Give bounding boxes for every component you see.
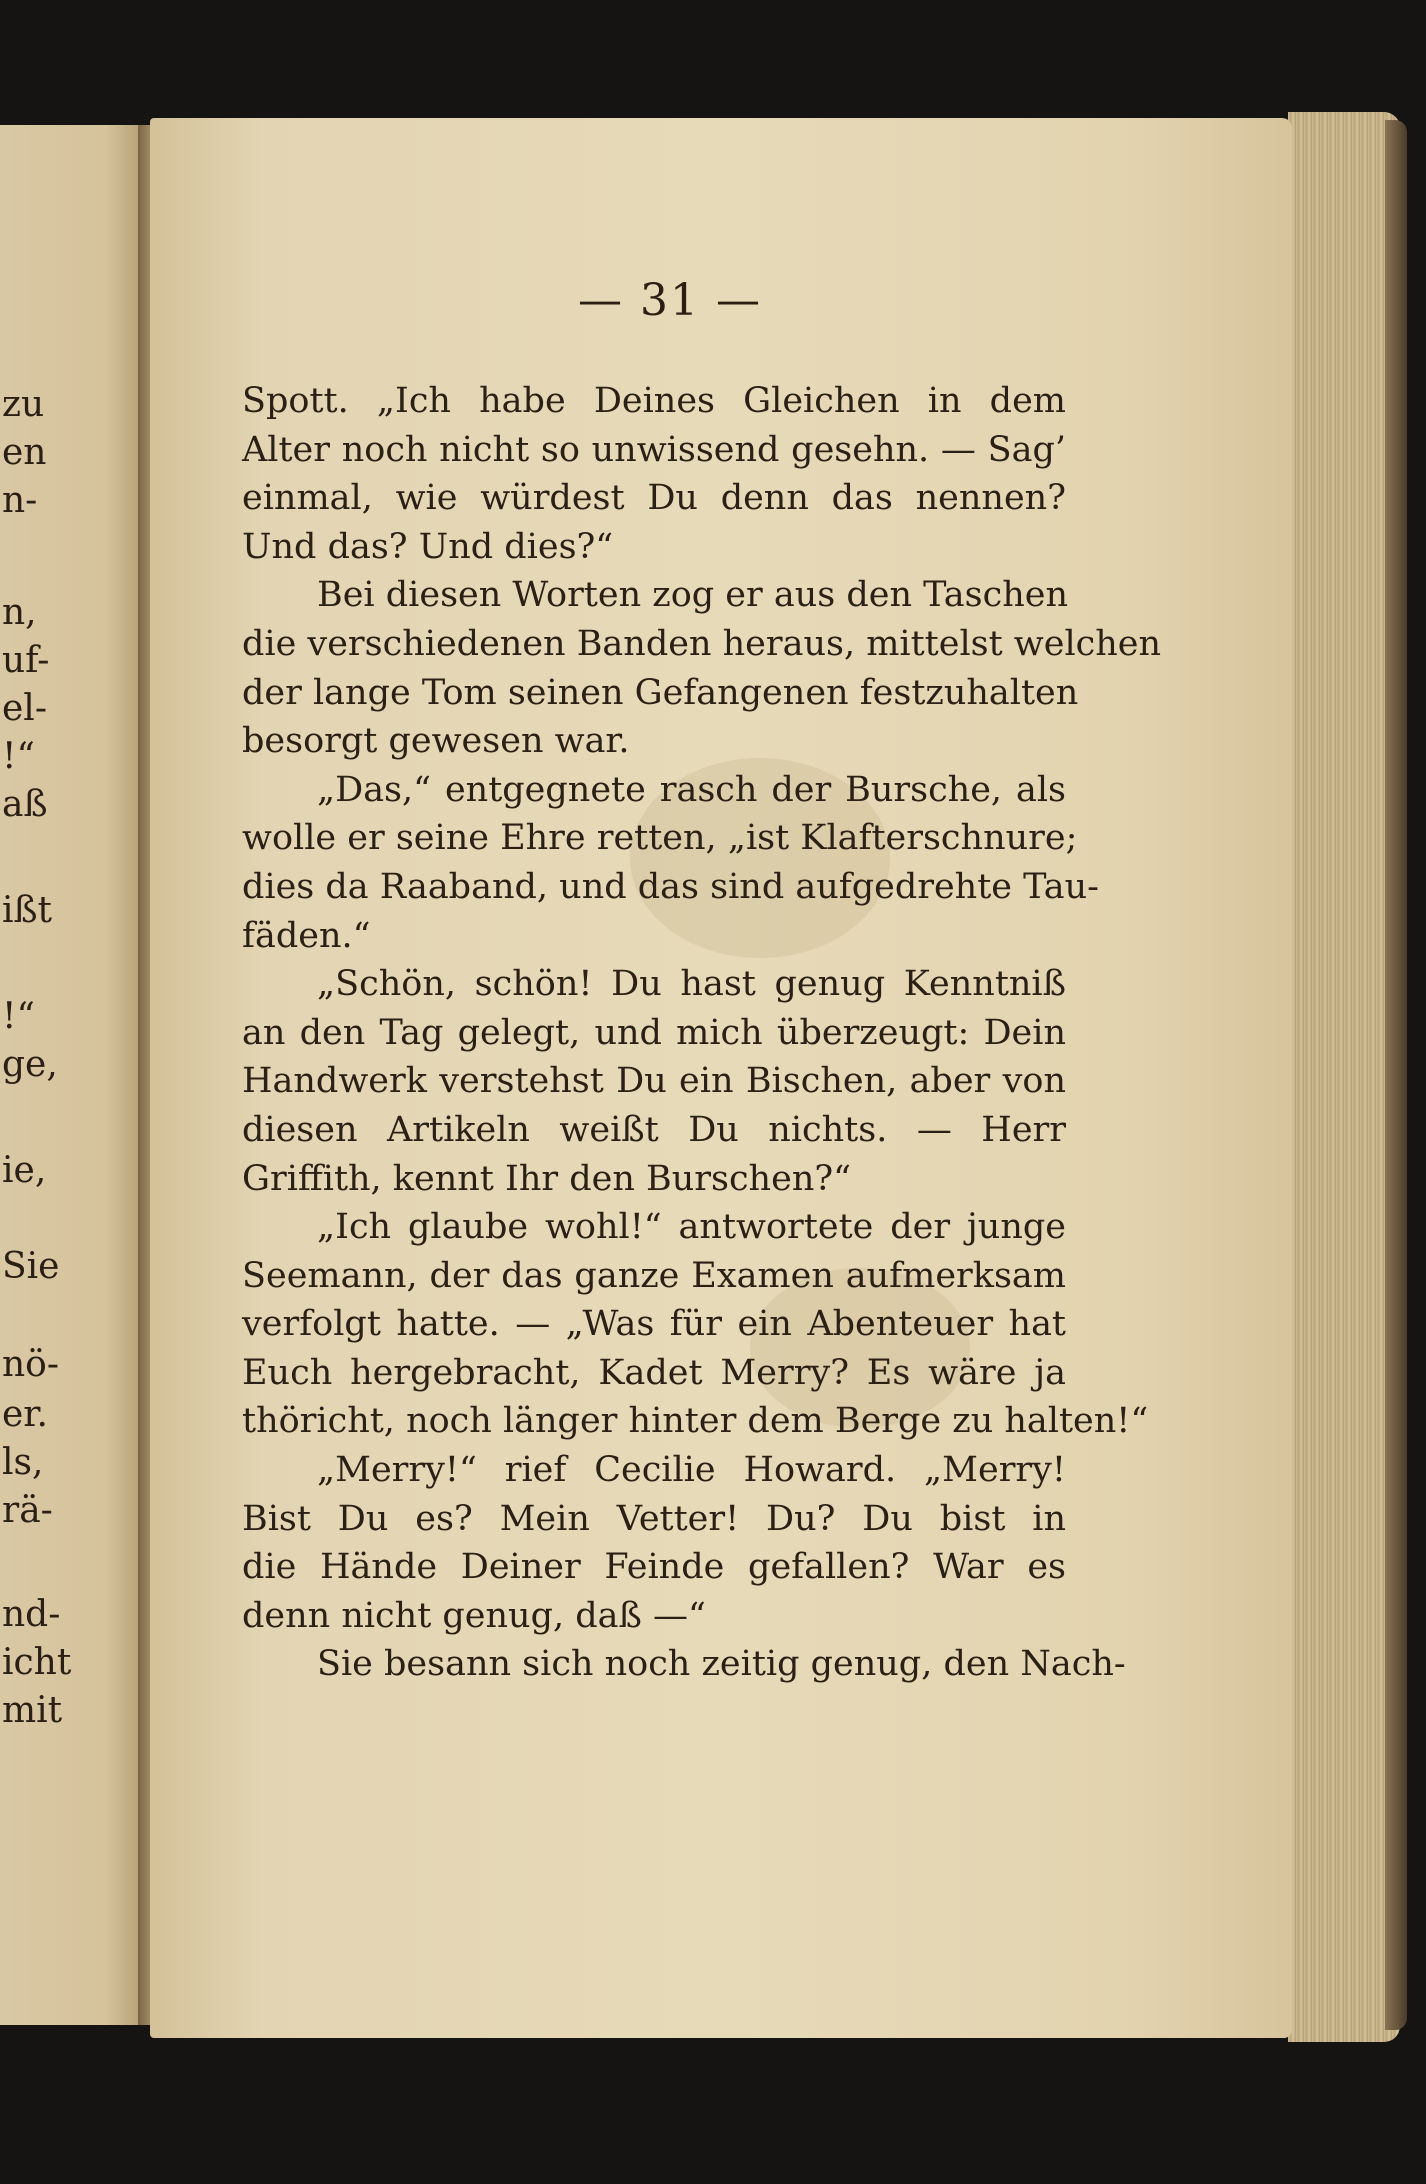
fragment: aß: [2, 784, 48, 825]
text-line: die Hände Deiner Feinde gefallen? War es: [242, 1547, 1066, 1588]
fragment: icht: [2, 1642, 72, 1683]
fragment: n,: [2, 592, 37, 633]
text-line: verfolgt hatte. — „Was für ein Abenteuer hat: [242, 1304, 1066, 1345]
text-line: Und das? Und dies?“: [242, 526, 614, 567]
text-line: „Das,“ entgegnete rasch der Bursche, als: [317, 769, 1066, 810]
text-line: fäden.“: [242, 915, 371, 956]
page-number: — 31 —: [578, 275, 762, 326]
text-line: Euch hergebracht, Kadet Merry? Es wäre ja: [242, 1352, 1066, 1393]
text-line: an den Tag gelegt, und mich überzeugt: Dein: [242, 1012, 1066, 1053]
text-line: Bist Du es? Mein Vetter! Du? Du bist in: [242, 1498, 1066, 1539]
fragment: !“: [2, 736, 35, 777]
text-line: Sie besann sich noch zeitig genug, den Nach-: [317, 1644, 1126, 1685]
page-edges: [1288, 112, 1400, 2042]
text-line: Bei diesen Worten zog er aus den Taschen: [317, 575, 1068, 616]
fragment: el-: [2, 688, 47, 729]
text-line: einmal, wie würdest Du denn das nennen?: [242, 478, 1066, 519]
fragment: en: [2, 432, 47, 473]
fragment: zu: [2, 384, 45, 425]
text-line: Griffith, kennt Ihr den Burschen?“: [242, 1158, 852, 1199]
text-line: thöricht, noch länger hinter dem Berge zu halten!“: [242, 1401, 1149, 1442]
text-line: besorgt gewesen war.: [242, 721, 630, 762]
text-line: denn nicht genug, daß —“: [242, 1595, 706, 1636]
text-line: Handwerk verstehst Du ein Bischen, aber von: [242, 1061, 1066, 1102]
text-line: die verschiedenen Banden heraus, mittelst welchen: [242, 623, 1162, 664]
fragment: er.: [2, 1394, 49, 1435]
fragment: n-: [2, 480, 38, 521]
fragment: ißt: [2, 890, 53, 931]
fragment: uf-: [2, 640, 50, 681]
text-line: diesen Artikeln weißt Du nichts. — Herr: [242, 1109, 1066, 1150]
fragment: rä-: [2, 1490, 53, 1531]
text-line: Alter noch nicht so unwissend gesehn. — Sag’: [242, 429, 1066, 470]
text-line: Spott. „Ich habe Deines Gleichen in dem: [242, 381, 1066, 421]
fragment: Sie: [2, 1246, 60, 1287]
text-line: „Ich glaube wohl!“ antwortete der junge: [317, 1207, 1066, 1248]
fragment: ls,: [2, 1442, 44, 1483]
text-line: Seemann, der das ganze Examen aufmerksam: [242, 1255, 1066, 1296]
fragment: nd-: [2, 1594, 61, 1635]
fragment: nö-: [2, 1344, 60, 1385]
text-line: dies da Raaband, und das sind aufgedrehte Tau-: [242, 866, 1099, 907]
text-line: „Schön, schön! Du hast genug Kenntniß: [317, 964, 1066, 1005]
fragment: mit: [2, 1690, 63, 1731]
fragment: !“: [2, 996, 35, 1037]
text-line: der lange Tom seinen Gefangenen festzuhalten: [242, 672, 1079, 713]
text-line: „Merry!“ rief Cecilie Howard. „Merry!: [317, 1450, 1066, 1491]
fragment: ge,: [2, 1044, 58, 1085]
text-line: wolle er seine Ehre retten, „ist Klafterschnure;: [242, 818, 1078, 859]
fragment: ie,: [2, 1150, 47, 1191]
page-body-text: [242, 377, 1162, 1689]
book-edge-shadow: [1385, 120, 1407, 2030]
